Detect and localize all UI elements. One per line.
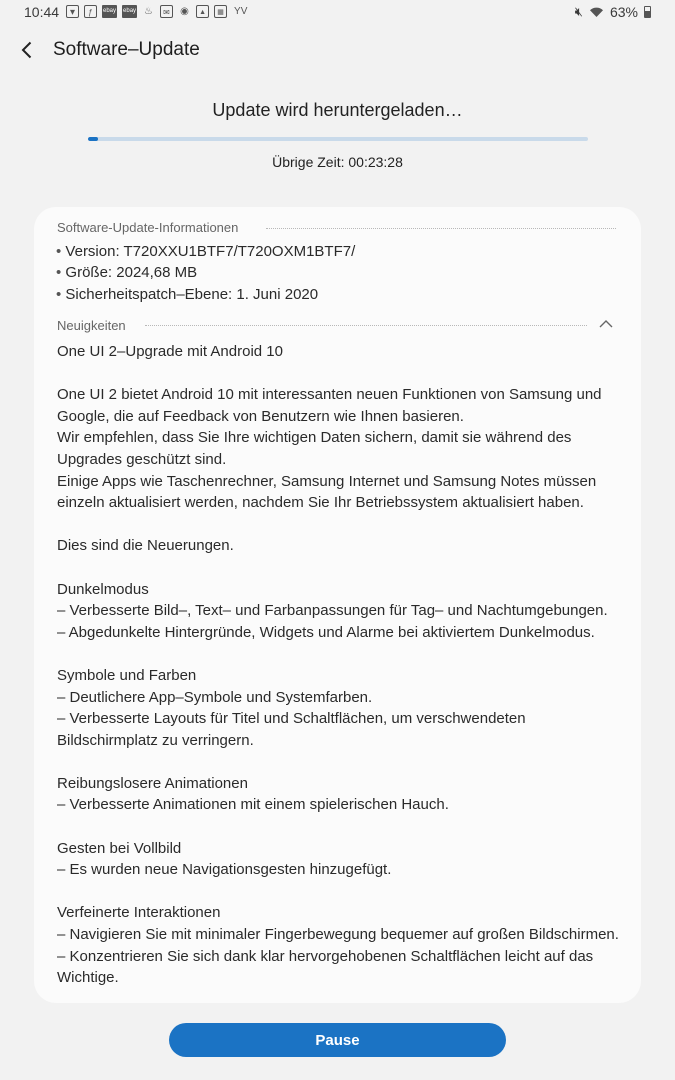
news-content <box>57 341 627 989</box>
news-paragraph: – Konzentrieren Sie sich dank klar hervorgehobenen Schaltflächen leicht auf das Wichtige. <box>57 947 598 987</box>
news-paragraph: – Verbesserte Animationen mit einem spielerischen Hauch. <box>57 796 449 814</box>
inbox-icon: ▾ <box>66 5 79 18</box>
info-section-title: Software-Update-Informationen <box>57 220 239 235</box>
update-info-card[interactable] <box>34 207 641 1003</box>
news-spacer <box>57 881 627 903</box>
notification-icons <box>66 5 247 18</box>
info-item-size: • Größe: 2024,68 MB <box>56 262 355 283</box>
news-paragraph: Einige Apps wie Taschenrechner, Samsung Internet und Samsung Notes müssen einzeln aktualisiert werden, nachdem Sie Ihr Betriebssystem aktualisiert haben. <box>57 472 601 512</box>
news-paragraph: Dies sind die Neuerungen. <box>57 537 234 555</box>
back-button[interactable] <box>14 36 42 64</box>
info-item-security-patch: • Sicherheitspatch–Ebene: 1. Juni 2020 <box>56 284 355 305</box>
chevron-left-icon <box>14 36 42 64</box>
news-spacer <box>57 816 627 838</box>
battery-icon <box>644 6 651 18</box>
news-paragraph: Reibungslosere Animationen <box>57 774 248 792</box>
news-paragraph: – Verbesserte Bild–, Text– und Farbanpassungen für Tag– und Nachtumgebungen. <box>57 602 608 620</box>
status-bar <box>0 0 675 24</box>
news-paragraph: – Navigieren Sie mit minimaler Fingerbewegung bequemer auf großen Bildschirmen. <box>57 926 619 944</box>
info-item-version: • Version: T720XXU1BTF7/T720OXM1BTF7/ <box>56 241 355 262</box>
f-icon: ƒ <box>84 5 97 18</box>
status-time: 10:44 <box>24 4 60 20</box>
news-paragraph: Dunkelmodus <box>57 580 149 598</box>
news-paragraph: Symbole und Farben <box>57 666 197 684</box>
fire-icon: ♨ <box>144 6 154 17</box>
mute-icon: 🔇︎ <box>574 4 583 19</box>
info-divider <box>266 228 616 229</box>
news-spacer <box>57 751 627 773</box>
news-paragraph: Gesten bei Vollbild <box>57 839 182 857</box>
status-right <box>575 4 651 20</box>
page-title: Software–Update <box>53 39 200 60</box>
pause-button[interactable]: Pause <box>169 1023 506 1057</box>
image-icon: ▲ <box>196 5 209 18</box>
chevron-up-icon[interactable] <box>599 319 613 329</box>
info-list <box>56 241 355 305</box>
news-paragraph: Verfeinerte Interaktionen <box>57 904 221 922</box>
remaining-time: Übrige Zeit: 00:23:28 <box>272 154 403 170</box>
download-status: Update wird heruntergeladen… <box>212 100 463 120</box>
news-spacer <box>57 557 627 579</box>
messenger-icon: ◉ <box>180 6 189 17</box>
status-extra-label: YV <box>234 6 248 17</box>
news-spacer <box>57 363 627 385</box>
news-section-title: Neuigkeiten <box>57 318 126 333</box>
app-header <box>0 30 675 70</box>
ebay-icon: ebay <box>102 5 117 18</box>
mail-icon: ✉ <box>160 5 173 18</box>
news-paragraph: – Es wurden neue Navigationsgesten hinzugefügt. <box>57 861 392 879</box>
progress-fill <box>88 137 98 141</box>
ebay-icon: ebay <box>122 5 137 18</box>
news-paragraph: – Verbesserte Layouts für Titel und Schaltflächen, um verschwendeten Bildschirmplatz zu verringern. <box>57 710 530 749</box>
news-spacer <box>57 514 627 536</box>
news-paragraph: One UI 2 bietet Android 10 mit interessanten neuen Funktionen von Samsung und Google, die auf Feedback von Benutzern wie Ihnen basieren. <box>57 386 606 425</box>
news-paragraph: Wir empfehlen, dass Sie Ihre wichtigen Daten sichern, damit sie während des Upgrades geschützt sind. <box>57 429 576 468</box>
news-paragraph: – Deutlichere App–Symbole und Systemfarben. <box>57 688 373 706</box>
news-paragraph: One UI 2–Upgrade mit Android 10 <box>57 343 283 360</box>
news-spacer <box>57 643 627 665</box>
news-divider <box>145 325 587 326</box>
news-paragraph: – Abgedunkelte Hintergründe, Widgets und Alarme bei aktiviertem Dunkelmodus. <box>57 623 595 641</box>
wifi-icon <box>589 6 604 18</box>
battery-percent: 63% <box>609 4 638 20</box>
download-progress-bar <box>88 137 588 141</box>
calendar-icon: ▦ <box>214 5 227 18</box>
